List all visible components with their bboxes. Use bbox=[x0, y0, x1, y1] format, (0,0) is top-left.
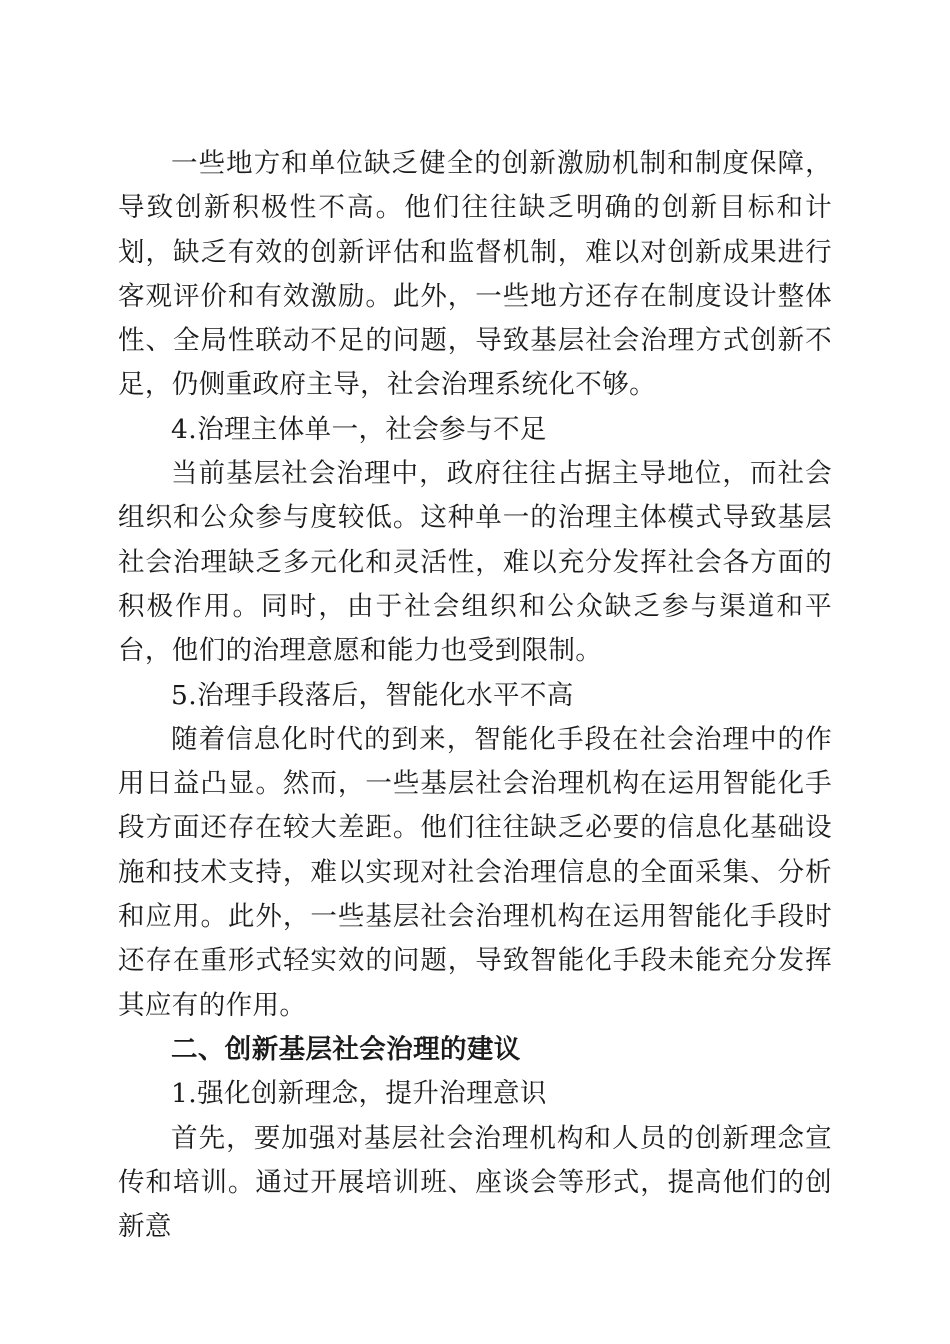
subheading-single-governance-subject: 4.治理主体单一，社会参与不足 bbox=[171, 413, 547, 445]
document-body bbox=[118, 142, 832, 1249]
paragraph-incentive-mechanism: 一些地方和单位缺乏健全的创新激励机制和制度保障，导致创新积极性不高。他们往往缺乏明确的创新目标和计划，缺乏有效的创新评估和监督机制，难以对创新成果进行客观评价和有效激励。此外，一些地方还存在制度设计整体性、全局性联动不足的问题，导致基层社会治理方式创新不足，仍侧重政府主导，社会治理系统化不够。 bbox=[118, 148, 832, 401]
paragraph-government-dominance: 当前基层社会治理中，政府往往占据主导地位，而社会组织和公众参与度较低。这种单一的治理主体模式导致基层社会治理缺乏多元化和灵活性，难以充分发挥社会各方面的积极作用。同时，由于社会组织和公众缺乏参与渠道和平台，他们的治理意愿和能力也受到限制。 bbox=[118, 458, 832, 667]
section-heading-suggestions: 二、创新基层社会治理的建议 bbox=[171, 1033, 521, 1065]
subheading-backward-governance-means: 5.治理手段落后，智能化水平不高 bbox=[171, 679, 574, 711]
paragraph-intelligent-means: 随着信息化时代的到来，智能化手段在社会治理中的作用日益凸显。然而，一些基层社会治理机构在运用智能化手段方面还存在较大差距。他们往往缺乏必要的信息化基础设施和技术支持，难以实现对社会治理信息的全面采集、分析和应用。此外，一些基层社会治理机构在运用智能化手段时还存在重形式轻实效的问题，导致智能化手段未能充分发挥其应有的作用。 bbox=[118, 723, 832, 1021]
paragraph-training-promotion: 首先，要加强对基层社会治理机构和人员的创新理念宣传和培训。通过开展培训班、座谈会等形式，提高他们的创新意 bbox=[118, 1122, 832, 1243]
subheading-innovation-concept: 1.强化创新理念，提升治理意识 bbox=[171, 1078, 547, 1110]
